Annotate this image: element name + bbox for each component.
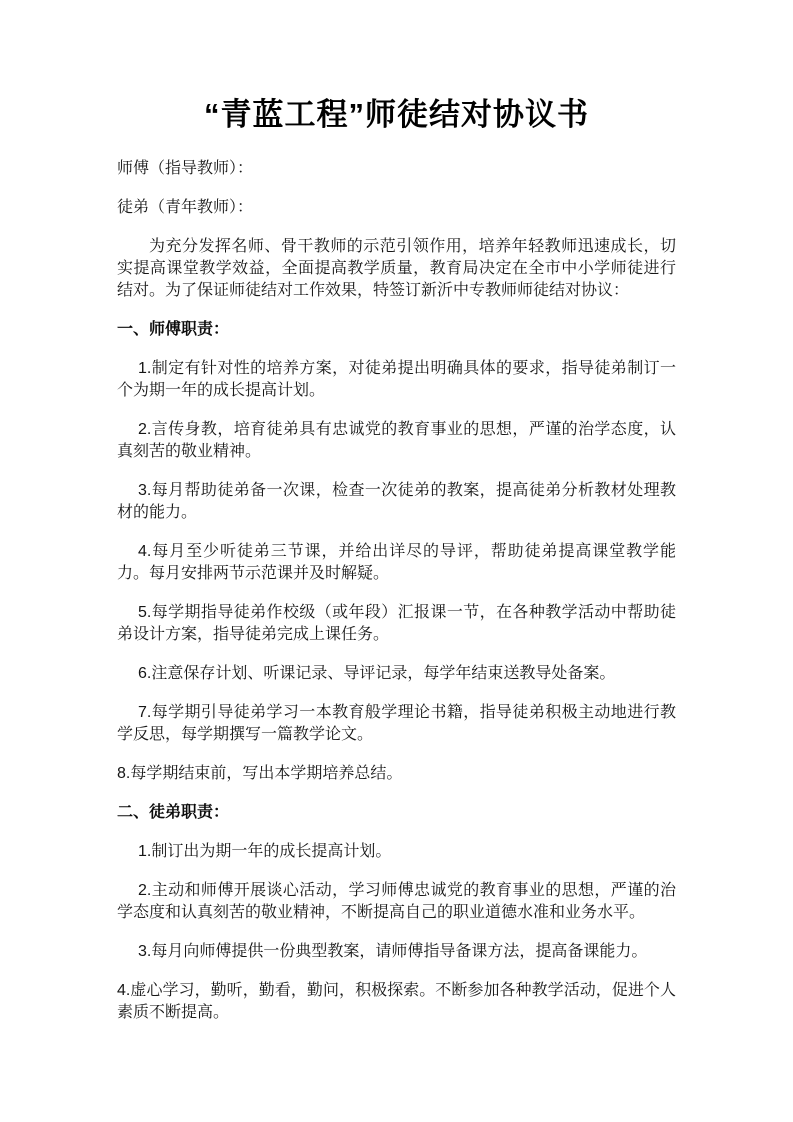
- section-1-heading: 一、师傅职责：: [117, 321, 230, 338]
- item-text: 主动和师傅开展谈心活动，学习师傅忠诚党的教育事业的思想，严谨的治学态度和认真刻苦的敬业精神，不断提高自己的职业道德水准和业务水平。: [117, 882, 676, 921]
- section-1-item-1: [117, 358, 676, 402]
- document-title: “青蓝工程”师徒结对协议书: [204, 97, 589, 132]
- section-2-heading: 二、徒弟职责：: [117, 804, 230, 821]
- section-2-item-4: [117, 980, 676, 1024]
- item-number: 3.: [138, 943, 152, 960]
- section-1-item-2: [117, 419, 676, 463]
- section-1-item-5: [117, 602, 676, 646]
- mentor-line: 师傅（指导教师）：: [117, 160, 254, 177]
- item-text: 每学期结束前，写出本学期培养总结。: [130, 765, 403, 782]
- item-text: 每学期指导徒弟作校级（或年段）汇报课一节，在各种教学活动中帮助徒弟设计方案，指导徒弟完成上课任务。: [117, 604, 676, 643]
- item-number: 4.: [117, 982, 131, 999]
- section-2-item-3: [117, 941, 676, 963]
- item-number: 4.: [138, 543, 152, 560]
- item-number: 8.: [117, 765, 131, 782]
- section-1-item-7: [117, 702, 676, 746]
- section-1-item-8: [117, 763, 676, 785]
- item-number: 7.: [138, 704, 152, 721]
- apprentice-line: 徒弟（青年教师）：: [117, 199, 254, 216]
- item-text: 虚心学习，勤听，勤看，勤问，积极探索。不断参加各种教学活动，促进个人素质不断提高。: [117, 982, 676, 1021]
- intro-paragraph: 为充分发挥名师、骨干教师的示范引领作用，培养年轻教师迅速成长，切实提高课堂教学效益，全面提高教学质量，教育局决定在全市中小学师徒进行结对。为了保证师徒结对工作效果，特签订新沂中专教师师徒结对协议：: [117, 238, 676, 299]
- item-text: 制订出为期一年的成长提高计划。: [151, 843, 392, 860]
- item-text: 注意保存计划、听课记录、导评记录，每学年结束送教导处备案。: [151, 665, 616, 682]
- section-1-item-4: [117, 541, 676, 585]
- section-1-item-3: [117, 480, 676, 524]
- item-text: 每月帮助徒弟备一次课，检查一次徒弟的教案，提高徒弟分析教材处理教材的能力。: [117, 482, 676, 521]
- item-text: 每月至少听徒弟三节课，并给出详尽的导评，帮助徒弟提高课堂教学能力。每月安排两节示范课并及时解疑。: [117, 543, 676, 582]
- item-number: 1.: [138, 843, 152, 860]
- item-number: 1.: [138, 360, 152, 377]
- item-number: 3.: [138, 482, 152, 499]
- item-number: 2.: [138, 882, 152, 899]
- item-text: 言传身教，培育徒弟具有忠诚党的教育事业的思想，严谨的治学态度，认真刻苦的敬业精神。: [117, 421, 676, 460]
- section-1-item-6: [117, 663, 676, 685]
- section-2-item-1: [117, 841, 676, 863]
- item-number: 2.: [138, 421, 152, 438]
- item-number: 5.: [138, 604, 152, 621]
- item-number: 6.: [138, 665, 152, 682]
- item-text: 每学期引导徒弟学习一本教育般学理论书籍，指导徒弟积极主动地进行教学反思，每学期撰写一篇教学论文。: [117, 704, 676, 743]
- section-2-item-2: [117, 880, 676, 924]
- item-text: 制定有针对性的培养方案，对徒弟提出明确具体的要求，指导徒弟制订一个为期一年的成长提高计划。: [117, 360, 676, 399]
- item-text: 每月向师傅提供一份典型教案，请师傅指导备课方法，提高备课能力。: [151, 943, 648, 960]
